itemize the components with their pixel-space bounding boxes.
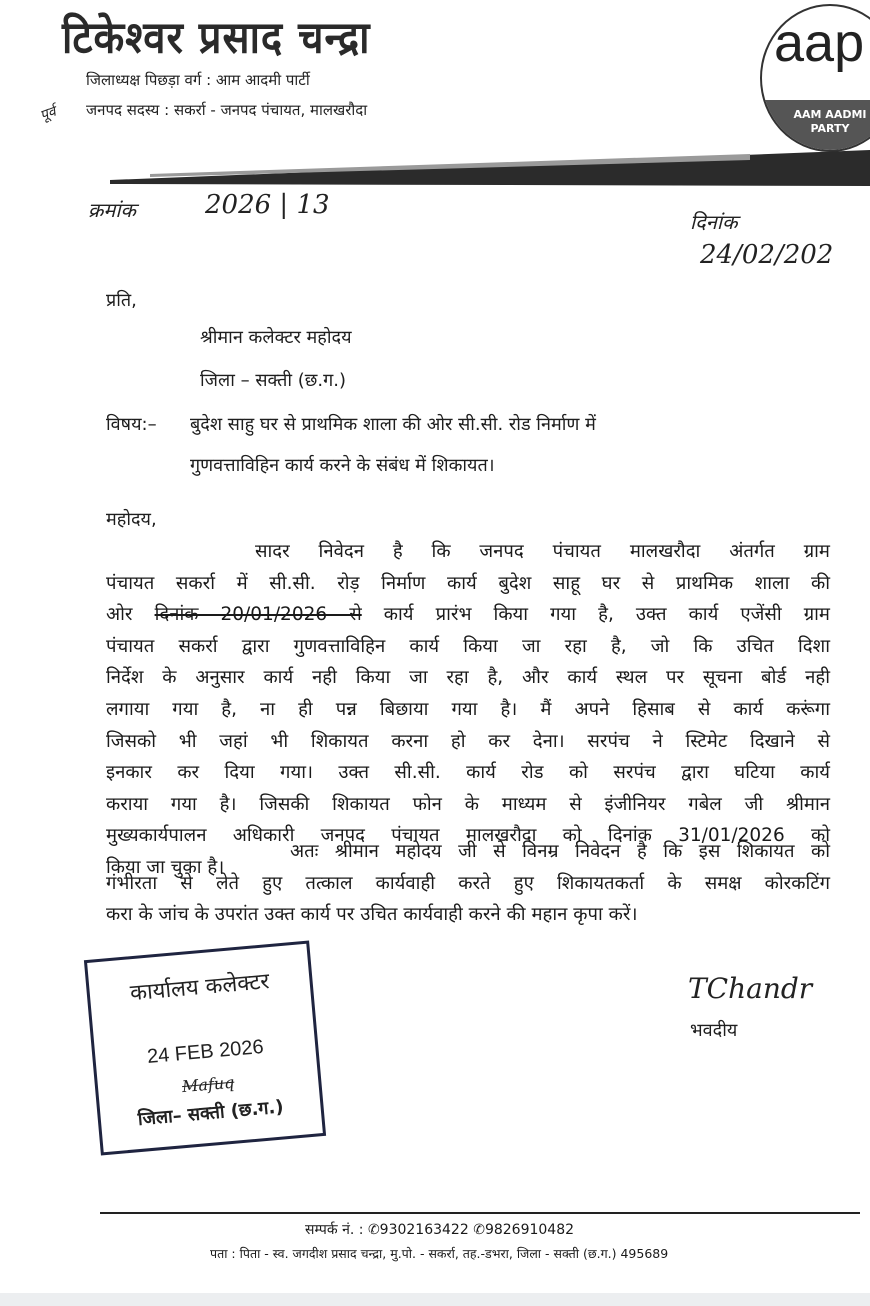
body-line: सादर निवेदन है कि जनपद पंचायत मालखरौदा अंतर्गत ग्राम <box>255 541 830 562</box>
bottom-band <box>0 1293 870 1306</box>
body-line: कराया गया है। जिसकी शिकायत फोन के माध्यम से इंजीनियर गबेल जी श्रीमान <box>106 793 830 815</box>
recipient-line-2: जिला – सक्ती (छ.ग.) <box>200 370 347 391</box>
body-line: ओर दिनांक 20/01/2026 से कार्य प्रारंभ किया गया है, उक्त कार्य एजेंसी ग्राम <box>106 604 830 626</box>
body-line: पंचायत सकर्रा द्वारा गुणवत्ताविहिन कार्य किया जा रहा है, जो कि उचित दिशा <box>106 635 830 657</box>
date-value: 24/02/202 <box>700 240 834 270</box>
body-line: पंचायत सकर्रा में सी.सी. रोड़ निर्माण कार्य बुदेश साहू घर से प्राथमिक शाला की <box>106 572 830 594</box>
body-line: अतः श्रीमान महोदय जी से विनम्र निवेदन है कि इस शिकायत को <box>290 841 830 862</box>
logo-text-1: AAM AADMI <box>793 108 867 121</box>
logo-mark: aap <box>774 13 865 73</box>
signature: TChandr <box>688 972 813 1005</box>
letterhead-swoosh <box>110 150 870 186</box>
whatsapp-icon: ✆ <box>473 1222 485 1238</box>
phone-1: 9302163422 <box>379 1222 469 1238</box>
collector-office-stamp <box>84 941 326 1156</box>
letterhead-name: टिकेश्वर प्रसाद चन्द्रा <box>62 12 371 64</box>
subject-line-1: बुदेश साहु घर से प्राथमिक शाला की ओर सी.सी. रोड निर्माण में <box>190 414 596 435</box>
body-line: किया जा चुका है। <box>106 857 225 878</box>
phone-icon: ✆ <box>367 1222 380 1238</box>
subject-label: विषय:– <box>106 414 157 435</box>
stamp-initials: Mafuq <box>181 1072 236 1097</box>
logo-band <box>762 100 870 152</box>
footer-contact <box>305 1220 574 1239</box>
date-label: दिनांक <box>690 210 738 234</box>
body-line: करा के जांच के उपरांत उक्त कार्य पर उचित कार्यवाही करने की महान कृपा करें। <box>106 904 638 926</box>
subject-line-2: गुणवत्ताविहिन कार्य करने के संबंध में शिकायत। <box>190 455 495 476</box>
reference-number: 2026 | 13 <box>205 190 330 220</box>
letterhead-designation: जिलाध्यक्ष पिछड़ा वर्ग : आम आदमी पार्टी <box>86 71 310 89</box>
margin-note: पूर्व <box>37 103 59 125</box>
letterhead-membership: जनपद सदस्य : सकर्रा - जनपद पंचायत, मालखरौदा <box>86 101 368 119</box>
contact-label: सम्पर्क नं. : <box>305 1222 364 1238</box>
phone-2: 9826910482 <box>484 1222 575 1238</box>
body-line: इनकार कर दिया गया। उक्त सी.सी. कार्य रोड को सरपंच द्वारा घटिया कार्य <box>106 762 830 784</box>
recipient-prefix: प्रति, <box>106 290 137 311</box>
stamp-district: जिला– सक्ती (छ.ग.) <box>137 1096 285 1131</box>
footer-divider <box>100 1212 860 1214</box>
salutation: महोदय, <box>106 509 157 530</box>
body-line: गंभीरता से लेते हुए तत्काल कार्यवाही करते हुए शिकायतकर्ता के समक्ष कोरकटिंग <box>106 872 830 894</box>
reference-label: क्रमांक <box>88 198 136 222</box>
body-line: निर्देश के अनुसार कार्य नही किया जा रहा है, और कार्य स्थल पर सूचना बोर्ड नही <box>106 667 830 689</box>
body-line: मुख्यकार्यपालन अधिकारी जनपद पंचायत मालखरौदा को दिनांक 31/01/2026 को <box>106 825 830 847</box>
logo-text-2: PARTY <box>810 122 850 135</box>
body-line: लगाया गया है, ना ही पन्न बिछाया गया है। मैं अपने हिसाब से कार्य करूंगा <box>106 699 830 720</box>
stamp-title: कार्यालय कलेक्टर <box>129 969 271 1007</box>
aap-logo <box>760 4 870 152</box>
body-line: जिसको भी जहां भी शिकायत करना हो कर देना। सरपंच ने स्टिमेट दिखाने से <box>106 730 830 752</box>
closing: भवदीय <box>690 1020 738 1041</box>
footer-address: पता : पिता - स्व. जगदीश प्रसाद चन्द्रा, मु.पो. - सकर्रा, तह.-डभरा, जिला - सक्ती (छ.ग.) 495689 <box>210 1246 669 1261</box>
recipient-line-1: श्रीमान कलेक्टर महोदय <box>200 327 352 348</box>
stamp-date: 24 FEB 2026 <box>146 1035 265 1069</box>
